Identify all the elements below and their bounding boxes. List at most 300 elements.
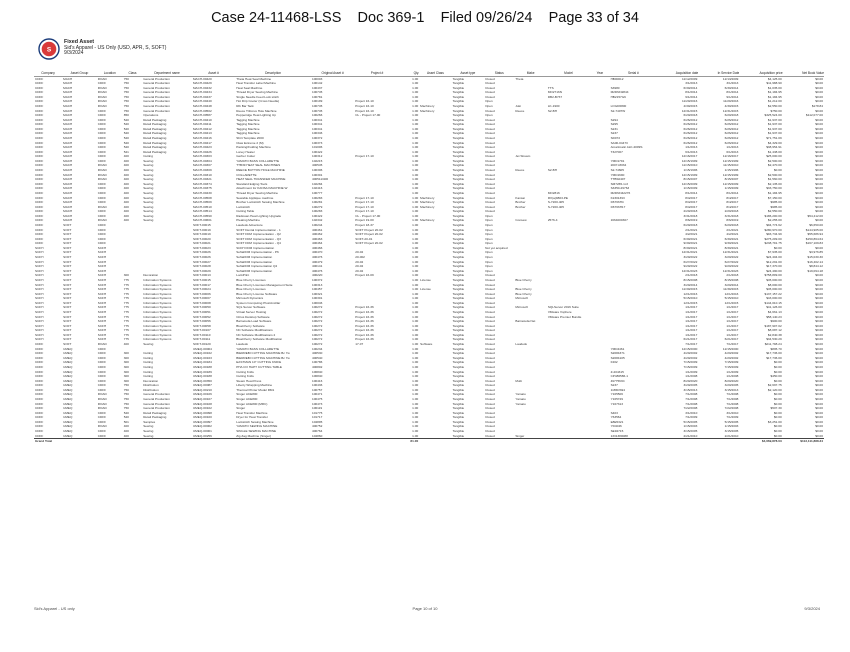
table-cell: SOFT-00015 (192, 223, 211, 227)
table-cell: Yamato (515, 396, 526, 401)
table-cell: 100745 (311, 108, 323, 113)
table-cell: 12/1/2016 (724, 291, 739, 296)
table-cell: CDFF (35, 369, 44, 374)
table-cell: 12/15/2009 (722, 181, 739, 186)
table-cell: UMEQ-00162 (192, 351, 212, 356)
table-cell: 9/1/2014 (726, 94, 739, 99)
table-cell: MACH-00411 (192, 122, 212, 127)
table-cell: ROAD (97, 99, 107, 104)
table-cell: $758,809.00 (764, 273, 782, 278)
table-cell: $985.00 (770, 204, 782, 209)
table-cell: Tangible (452, 332, 465, 337)
table-cell: Closed (485, 177, 495, 182)
table-cell: MACH-00448 (192, 103, 212, 108)
table-cell: Open (485, 99, 493, 104)
table-cell: $450.00 (770, 374, 782, 379)
table-cell: Liberty Wrapping Machine (236, 383, 273, 388)
table-cell: Tangible (452, 383, 465, 388)
table-cell: $0.00 (773, 360, 782, 365)
table-cell: Tangible (452, 360, 465, 365)
table-cell: Tangible (452, 250, 465, 255)
table-cell: SCFH (35, 268, 44, 273)
table-cell: $12,291.00 (766, 259, 782, 264)
table-cell: 100272 (311, 319, 323, 324)
table-cell: 1/1/2008 (726, 374, 739, 379)
table-cell: SCFH (97, 309, 107, 314)
table-cell: Retail Packaging (143, 145, 167, 150)
table-cell: 4/30/2015 (683, 103, 698, 108)
table-cell: $7,935.00 (767, 250, 782, 255)
table-cell: CDFF (35, 209, 44, 214)
table-cell: CDFF (35, 145, 44, 150)
table-cell: 1331380088 (610, 433, 628, 438)
table-cell: SOFT (63, 332, 72, 337)
table-cell: Theta Heat Seal Machine (236, 76, 272, 81)
table-cell: Information Systems (143, 277, 172, 282)
table-cell: Closed (485, 383, 495, 388)
table-cell: SD072 (610, 136, 621, 141)
table-cell: 6/20/2018 (683, 223, 698, 227)
table-cell: 1/1/2017 (685, 323, 698, 328)
table-cell: 3/1/2013 (685, 81, 698, 86)
table-cell: SOFT-00051 (192, 309, 211, 314)
table-cell: 400461 (311, 227, 323, 232)
table-cell: SOFT Project 20-02 (355, 232, 383, 237)
table-cell: SCFH FDM Implementation (236, 245, 275, 250)
table-cell: Information Systems (143, 282, 172, 287)
table-cell: UMEQ-00184 (192, 360, 212, 365)
table-cell: 100786 (311, 360, 323, 365)
table-cell: 1.00 (412, 255, 419, 260)
table-cell: $0.00 (815, 309, 823, 314)
table-cell: 100372 (311, 277, 323, 282)
table-cell: 6/30/2021 (724, 236, 739, 241)
table-cell: CDFF (97, 81, 106, 86)
table-cell: 1/1/2013 (726, 145, 739, 150)
table-cell: General Production (143, 90, 170, 95)
table-cell: Laudesk (515, 342, 528, 347)
table-cell: Closed (485, 429, 495, 434)
table-cell: Reece Trifocus Hole Machine (236, 108, 277, 113)
table-cell: $0.00 (815, 108, 823, 113)
table-cell: BIERREBI CUTTING MACHINE Bc 7w (236, 355, 290, 360)
table-cell: Closed (485, 140, 495, 145)
table-cell: 6/26/2012 (683, 117, 698, 122)
table-cell: $2,550.00 (767, 209, 782, 214)
table-cell: License (420, 287, 431, 292)
table-cell: Sewing (143, 204, 154, 209)
table-cell: MACH-00423 (192, 145, 212, 150)
table-cell: SQL Server Software (236, 305, 266, 310)
table-cell: Sewing (143, 163, 154, 168)
table-cell: SCFH (35, 277, 44, 282)
table-cell: CDFF (97, 378, 106, 383)
table-cell: $0.00 (773, 410, 782, 415)
table-cell: MACH (63, 190, 73, 195)
table-cell: Tangible (452, 282, 465, 287)
table-cell: MACH-00375 (192, 186, 212, 191)
table-cell: 8/4/2017 (726, 200, 739, 205)
table-cell: 750 (123, 103, 129, 108)
table-cell: 1.00 (412, 282, 419, 287)
table-cell: 12/15/1999 (681, 172, 698, 177)
table-cell: 100234 (311, 346, 323, 351)
table-cell: 1/1/2017 (685, 328, 698, 333)
table-cell: 4977563C (610, 378, 625, 383)
table-cell: $0.00 (773, 245, 782, 250)
table-cell: Jet Stream (515, 154, 531, 159)
table-cell: CDFF (35, 406, 44, 411)
table-cell: 1/1/2017 (726, 319, 739, 324)
table-cell: CDFF (35, 99, 44, 104)
table-cell: $16,402.14 (807, 259, 823, 264)
table-cell: SCFH (97, 305, 107, 310)
table-cell: $2,135.00 (767, 181, 782, 186)
table-cell: 775 (123, 328, 129, 333)
table-cell: Closed (485, 126, 495, 131)
table-cell: 775 (123, 282, 129, 287)
table-cell: 100321 (311, 291, 323, 296)
table-cell: ROAD (97, 94, 107, 99)
table-cell: 400 (123, 204, 129, 209)
table-cell: $150,864.64 (805, 236, 823, 241)
table-cell: CDFF (97, 190, 106, 195)
table-cell: Single Needle Feed Lock stitch (236, 94, 279, 99)
table-cell: CDFF (97, 213, 106, 218)
table-cell: Reece (515, 168, 525, 173)
table-cell: Tangible (452, 108, 465, 113)
table-cell: 1/1/2017 (685, 314, 698, 319)
table-cell: $38,954.91 (766, 145, 782, 150)
table-cell: UMEQ-00163 (192, 355, 212, 360)
table-cell: Closed (485, 291, 495, 296)
column-header: Project # (354, 70, 399, 76)
table-cell: 1.00 (412, 392, 419, 397)
grand-total-label: Grand Total (34, 439, 62, 444)
table-cell: SCFH (35, 259, 44, 264)
table-cell: S2-7407W (610, 108, 626, 113)
table-cell: 100341 (311, 117, 323, 122)
table-cell: 8/1/2014 (685, 190, 698, 195)
table-cell: Decoration (143, 273, 159, 278)
table-cell: CDFF (97, 383, 106, 388)
table-cell: MACH (63, 181, 73, 186)
table-cell: HB2157G6 (610, 94, 626, 99)
table-cell: Closed (485, 145, 495, 150)
table-cell: 1/1/2017 (685, 332, 698, 337)
table-cell: 1.00 (412, 401, 419, 406)
table-cell: $2,255.00 (767, 218, 782, 223)
table-cell: 6/30/2021 (683, 236, 698, 241)
table-cell: Closed (485, 406, 495, 411)
table-cell: Hot Drip Cooler (Cross Needle) (236, 99, 280, 104)
table-cell: $144,010.15 (764, 300, 782, 305)
footer-date: 9/3/2024 (804, 606, 820, 611)
column-header: Class (123, 70, 142, 76)
table-cell: Gerber Cutter (236, 154, 256, 159)
table-cell: 1.00 (412, 396, 419, 401)
table-cell: CDFF (97, 200, 106, 205)
table-cell: UMEQ (63, 410, 73, 415)
table-cell: CDFF (97, 232, 106, 237)
table-cell: $0.00 (773, 415, 782, 420)
table-cell: CDFF (35, 117, 44, 122)
table-cell: SCFH (35, 255, 44, 260)
table-cell: 100301 (311, 296, 323, 301)
table-cell: 1.00 (412, 190, 419, 195)
table-cell: Machinery (420, 195, 435, 200)
table-cell: 8/1/2014 (726, 190, 739, 195)
table-cell: General Production (143, 76, 170, 81)
table-cell: SOFT (63, 291, 72, 296)
table-cell: SCFH (35, 273, 44, 278)
table-cell: 400464 (311, 241, 323, 246)
table-cell: 1.00 (412, 415, 419, 420)
table-cell: SOFT (63, 342, 72, 347)
table-cell: 1/1/2017 (685, 309, 698, 314)
table-cell: SOFT-00024 (192, 287, 211, 292)
table-cell: SOFT-00027 (192, 259, 211, 264)
table-cell: 750 (123, 392, 129, 397)
table-cell: Thermal Printer Model RM1 (236, 387, 275, 392)
table-cell: Pleating Machine (236, 218, 260, 223)
table-cell: 300 (123, 360, 129, 365)
table-cell: $15,030.30 (807, 255, 823, 260)
table-cell: 1.00 (412, 145, 419, 150)
table-cell: $895.70 (770, 346, 782, 351)
table-cell: Tangible (452, 378, 465, 383)
table-cell: 400 (123, 177, 129, 182)
table-cell: Tangible (452, 81, 465, 86)
table-cell: SCFH (97, 277, 107, 282)
column-header: Make (514, 70, 546, 76)
table-cell: Tangible (452, 94, 465, 99)
table-cell: DB2-B737 (547, 94, 563, 99)
table-cell: YMD1690 (610, 172, 625, 177)
table-cell: S3980 (610, 85, 620, 90)
table-cell: MACH (63, 172, 73, 177)
table-cell (514, 439, 546, 444)
table-cell: Project 16-36 (355, 309, 374, 314)
table-cell: UMEQ-00107 (192, 396, 212, 401)
table-cell: UMEQ (63, 406, 73, 411)
table-cell: Tangible (452, 140, 465, 145)
table-cell: 12/31/2023 (722, 268, 739, 273)
table-cell: Tangible (452, 433, 465, 438)
table-cell: MACH (63, 154, 73, 159)
table-cell: 7/15/2009 (724, 360, 739, 365)
table-cell: SCFH (35, 309, 44, 314)
table-cell: CDFF (35, 355, 44, 360)
table-cell: 4/20/2002 (683, 351, 698, 356)
table-cell: MACH (63, 177, 73, 182)
table-cell: SOFT (63, 282, 72, 287)
table-cell: Microsoft (515, 296, 528, 301)
table-cell (62, 439, 97, 444)
table-cell: SOFT (63, 287, 72, 292)
table-cell: Closed (485, 163, 495, 168)
table-cell: 521 (123, 149, 129, 154)
table-cell: Retail Packaging (143, 131, 167, 136)
table-cell: $8,844.12 (809, 264, 823, 269)
table-cell: CDFF (97, 364, 106, 369)
table-cell: $93,734.99 (766, 232, 782, 237)
table-cell: Information Systems (143, 291, 172, 296)
table-cell: Tangible (452, 364, 465, 369)
table-cell: Closed (485, 351, 495, 356)
table-cell: MACH-00413 (192, 131, 212, 136)
table-cell: Closed (485, 355, 495, 360)
table-cell: 1.00 (412, 213, 419, 218)
column-header: Model (547, 70, 590, 76)
table-cell: $24,490.00 (766, 268, 782, 273)
table-cell: MACH-00426 (192, 149, 212, 154)
table-cell: MACH (63, 149, 73, 154)
table-cell: 1/1/2017 (726, 305, 739, 310)
table-cell: $0.00 (815, 387, 823, 392)
table-cell (192, 439, 235, 444)
table-cell: 1.00 (412, 268, 419, 273)
table-cell: $4,125.00 (767, 76, 782, 81)
table-cell: 6/26/2012 (683, 131, 698, 136)
table-cell: ROAD (97, 342, 107, 347)
table-cell: 2/20/2018 (683, 209, 698, 214)
table-cell: Information Systems (143, 287, 172, 292)
table-cell: 6/20/2018 (683, 113, 698, 118)
table-cell: 750 (123, 81, 129, 86)
table-cell: 1.00 (412, 99, 419, 104)
table-cell: Sewing (143, 186, 154, 191)
table-cell: CDFF (35, 195, 44, 200)
table-cell: UMEQ-00106 (192, 392, 212, 397)
table-cell: $0.00 (815, 200, 823, 205)
table-cell: $144,905.00 (805, 227, 823, 232)
table-cell: Project 16-36 (355, 332, 374, 337)
table-cell: 9/20/2022 (683, 264, 698, 269)
table-cell: $187,907.02 (764, 323, 782, 328)
table-cell: CDFF (97, 369, 106, 374)
table-cell: Closed (485, 117, 495, 122)
table-cell: SCFH (97, 332, 107, 337)
page-indicator: Page 33 of 34 (548, 10, 639, 26)
table-cell: Closed (485, 378, 495, 383)
grand-total-qty: 81.00 (400, 439, 419, 444)
table-cell: 1/1/2017 (685, 305, 698, 310)
table-cell: 100199 (311, 99, 323, 104)
table-cell: Yamato (515, 401, 526, 406)
table-cell: Tangible (452, 337, 465, 342)
table-cell: $0.00 (773, 369, 782, 374)
table-cell: 1.00 (412, 319, 419, 324)
table-cell: 7/1/2008 (685, 392, 698, 397)
table-cell: Cutting Knife (236, 374, 254, 379)
table-cell: 1/15/2003 (683, 424, 698, 429)
table-cell: Singer (515, 433, 525, 438)
table-cell: Project 17-10 (355, 204, 374, 209)
table-cell: 3/15/2013 (683, 387, 698, 392)
table-cell: UMEQ-00256 (192, 433, 212, 438)
table-cell: SOFT (63, 337, 72, 342)
table-cell: 1.00 (412, 136, 419, 141)
table-cell: Closed (485, 154, 495, 159)
table-cell: $0.00 (815, 364, 823, 369)
table-cell: 400 (123, 186, 129, 191)
table-cell: SOFT Dental Implementation - 1 (236, 227, 281, 232)
table-cell: Closed (485, 136, 495, 141)
table-cell: MACH-00412 (192, 126, 212, 131)
table-cell: Closed (485, 273, 495, 278)
table-cell: $0.00 (815, 369, 823, 374)
table-cell: 8/4/2017 (685, 204, 698, 209)
table-cell: ROAD (97, 168, 107, 173)
table-cell: Tangible (452, 259, 465, 264)
table-cell: Tangible (452, 319, 465, 324)
table-cell: $0.00 (815, 401, 823, 406)
table-cell: Closed (485, 300, 495, 305)
table-cell: SOFT-00019 (192, 232, 211, 237)
table-cell: Not yet acquired (485, 245, 508, 250)
table-cell: 100777 (311, 190, 323, 195)
table-cell: 100272 (311, 342, 323, 347)
table-cell: SOFT FDM Implementation - Q4 (236, 241, 281, 246)
table-cell: 1/1/2013 (685, 145, 698, 150)
table-cell: 3/15/2005 (724, 429, 739, 434)
table-cell: Tangible (452, 158, 465, 163)
table-cell: $8,087.12 (767, 328, 782, 333)
table-cell: 102284 (311, 181, 323, 186)
table-cell: 101006 (311, 145, 323, 150)
table-cell: 9/20/2022 (724, 264, 739, 269)
table-cell: 100745 (311, 103, 323, 108)
table-cell: CDFF (97, 209, 106, 214)
table-cell: 850 (123, 113, 129, 118)
table-cell: Cutting (143, 355, 153, 360)
table-cell: CDFF (35, 140, 44, 145)
table-cell: Tangible (452, 406, 465, 411)
table-cell (235, 439, 311, 444)
table-cell: Project 16-36 (355, 319, 374, 324)
table-cell: Information Systems (143, 309, 172, 314)
table-cell: 100272 (311, 323, 323, 328)
table-cell: $0.00 (815, 351, 823, 356)
table-cell: 5/15/2005 (724, 419, 739, 424)
table-cell: 17-07 (355, 342, 364, 347)
table-cell: 1.00 (412, 227, 419, 232)
table-cell: 1.00 (412, 117, 419, 122)
table-cell: Barracuda Load Software (236, 319, 272, 324)
table-cell: 100281 (311, 200, 323, 205)
table-cell: Y63564 (610, 415, 622, 420)
table-cell: YD4046 (610, 424, 622, 429)
table-cell: SM7265-1JJ (610, 181, 628, 186)
table-cell: Open (485, 255, 493, 260)
table-cell: Retail Packaging (143, 415, 167, 420)
table-cell: 11/30/2015 (723, 287, 739, 292)
table-cell: Closed (485, 305, 495, 310)
table-cell: 4/2/2021 (685, 232, 698, 237)
table-cell: UMEQ-00098 (192, 410, 212, 415)
table-cell: Closed (485, 168, 495, 173)
table-cell: 100266 (311, 113, 323, 118)
table-cell: 1.00 (412, 172, 419, 177)
table-cell: CDFF (35, 186, 44, 191)
table-cell: SOFT (63, 296, 72, 301)
table-cell: CDFF (35, 364, 44, 369)
table-cell: 400 (123, 158, 129, 163)
table-cell: Claw Extreme 2 (M) (236, 140, 264, 145)
table-cell: ROAD (97, 172, 107, 177)
table-cell: Closed (485, 374, 495, 379)
